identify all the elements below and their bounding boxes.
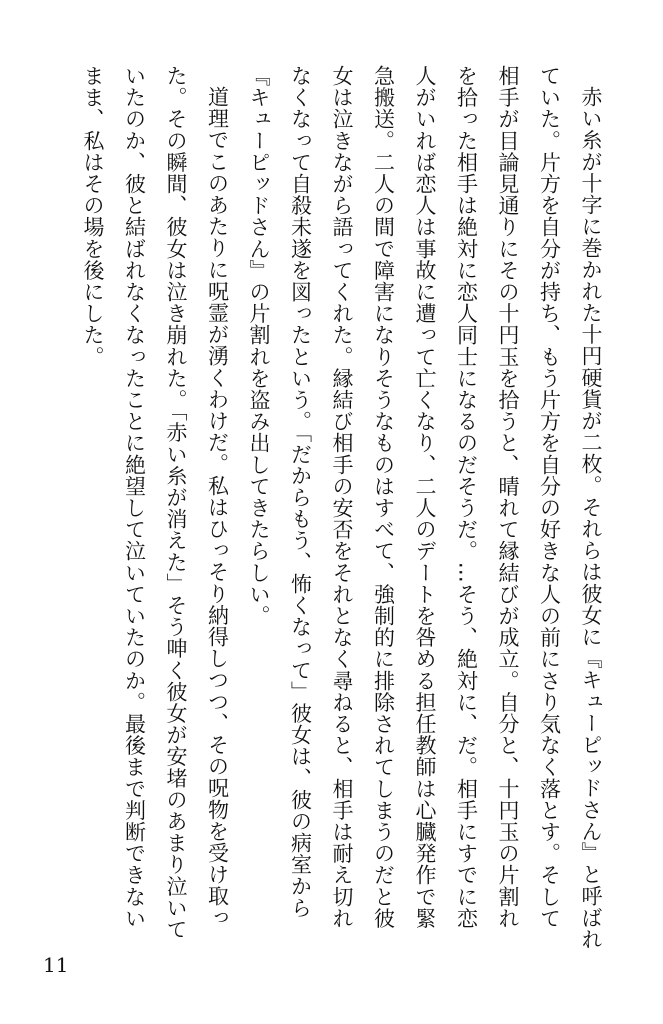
paragraph-1: 赤い糸が十字に巻かれた十円硬貨が二枚。それらは彼女に『キューピッドさん』と呼ばれていた。片方を自分が持ち、もう片方を自分の好きな人の前にさり気なく落とす。そして相手が目論見通りにその十円玉を拾うと、晴れて縁結びが成立。自分と、十円玉の片割れを拾った相手は絶対に恋人同士になるのだそうだ。…そう、絶対に、だ。相手にすでに恋人がいれば恋人は事故に遭って亡くなり、二人のデートを咎める担任教師は心臓発作で緊急搬送。二人の間で障害になりそうなものはすべて、強制的に排除されてしまうのだと彼女は泣きながら語ってくれた。縁結び相手の安否をそれとなく尋ねると、相手は耐え切れなくなって自殺未遂を図ったという。「だからもう、怖くなって」彼女は、彼の病室から『キューピッドさん』の片割れを盗み出してきたらしい。 bbox=[247, 65, 603, 950]
vertical-text-body bbox=[81, 65, 611, 950]
paragraph-2: 道理でこのあたりに呪霊が湧くわけだ。私はひっそり納得しつつ、その呪物を受け取った。その瞬間、彼女は泣き崩れた。「赤い糸が消えた」そう呻く彼女が安堵のあまり泣いていたのか、彼と結ばれなくなったことに絶望して泣いていたのか。最後まで判断できないまま、私はその場を後にした。 bbox=[81, 65, 230, 941]
page-number: 11 bbox=[43, 953, 69, 977]
